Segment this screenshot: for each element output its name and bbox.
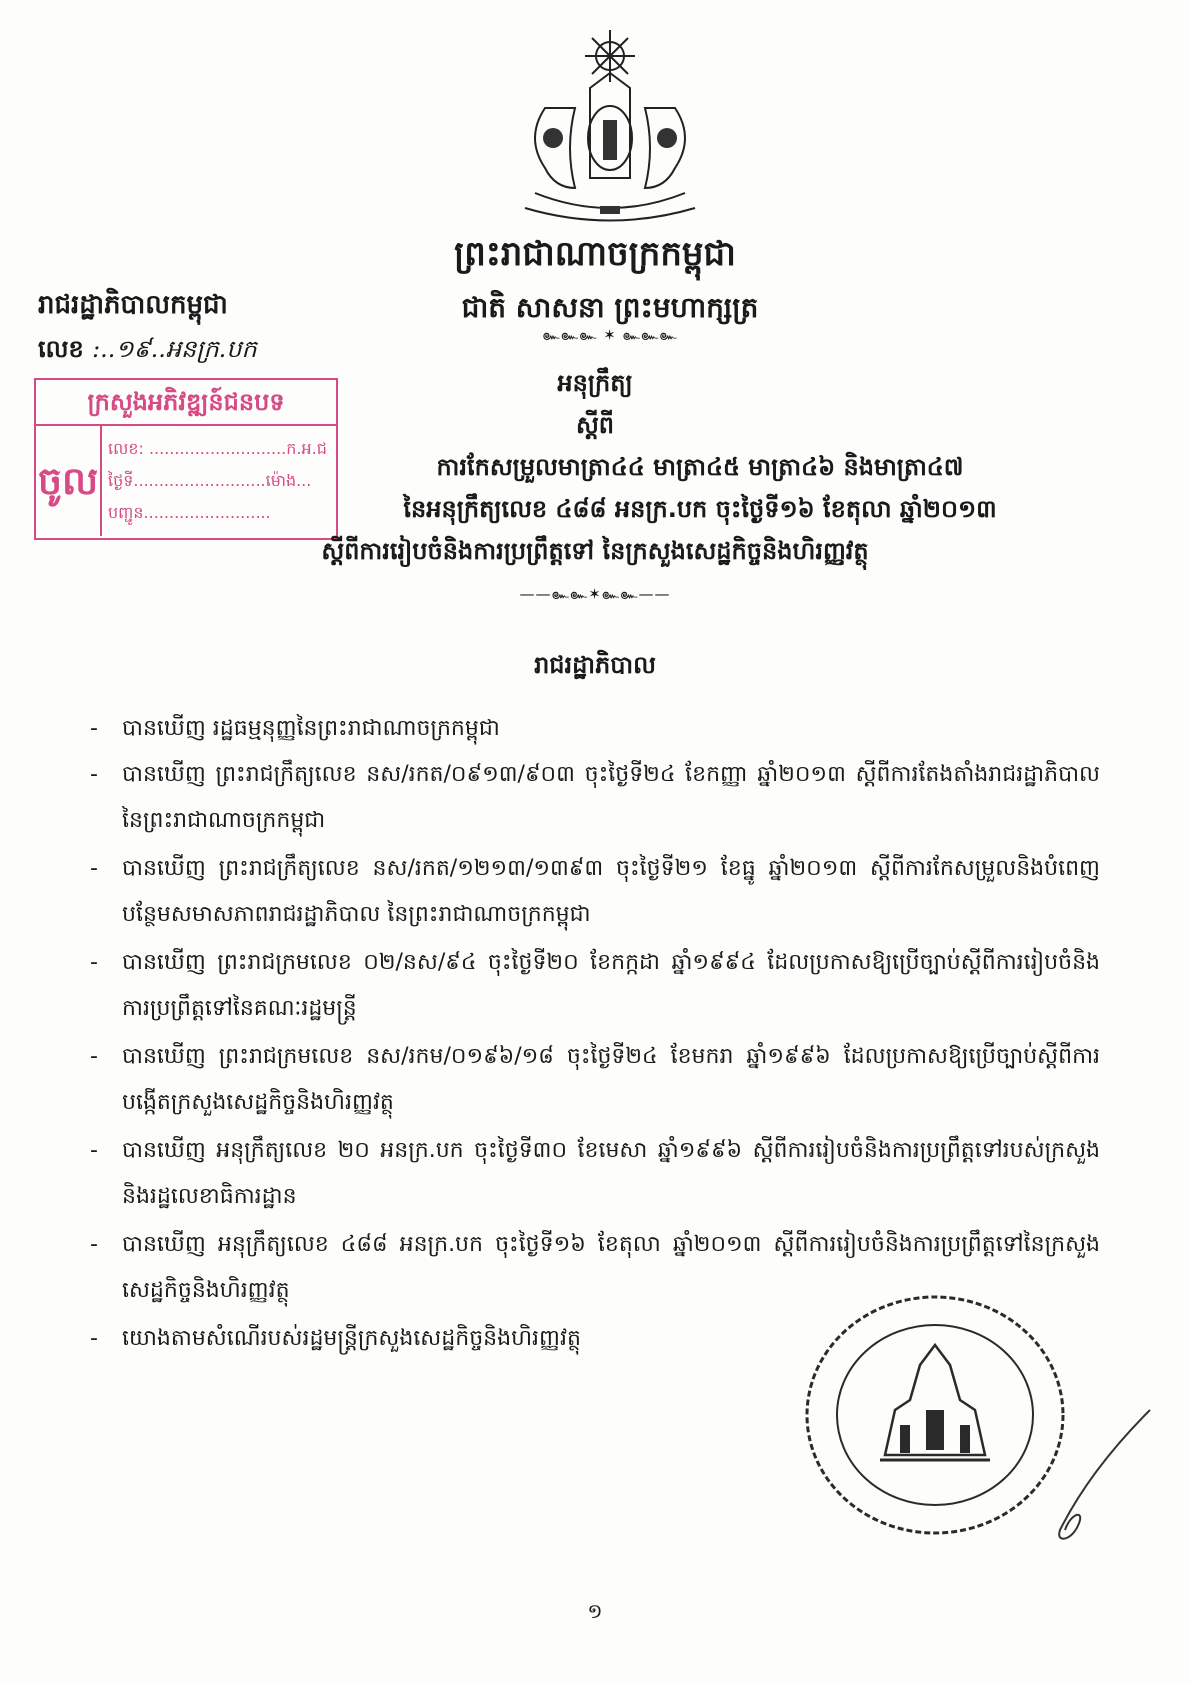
kingdom-title: ព្រះរាជាណាចក្រកម្ពុជា [454, 234, 736, 274]
list-item: - បានឃើញ រដ្ឋធម្មនុញ្ញនៃព្រះរាជាណាចក្រកម្ពុជា [90, 716, 500, 741]
stamp-line-date: ថ្ងៃទី..........................ម៉ោង... [108, 471, 312, 490]
number-value: :..១៩..អនក្រ.បក [92, 335, 257, 363]
list-item: - យោងតាមសំណើរបស់រដ្ឋមន្ត្រីក្រសួងសេដ្ឋកិច្ចនិងហិរញ្ញវត្ថុ [90, 1326, 581, 1351]
list-item: - បានឃើញ ព្រះរាជក្រឹត្យលេខ នស/រកត/១២១៣/១៣៩៣ ចុះថ្ងៃទី២១ ខែធ្នូ ឆ្នាំ២០១៣ ស្តីពីការកែសម្រួលនិងបំពេញបន្ថែមសមាសភាពរាជរដ្ឋាភិបាល នៃព្រះរាជាណាចក្រកម្ពុជា [90, 856, 1100, 927]
stamp-ministry: ក្រសួងអភិវឌ្ឍន៍ជនបទ [36, 380, 336, 426]
list-item: - បានឃើញ អនុក្រឹត្យលេខ ២០ អនក្រ.បក ចុះថ្ងៃទី៣០ ខែមេសា ឆ្នាំ១៩៩៦ ស្តីពីការរៀបចំនិងការប្រព្រឹត្តទៅរបស់ក្រសួងនិងរដ្ឋលេខាធិការដ្ឋាន [90, 1138, 1100, 1209]
list-item: - បានឃើញ ព្រះរាជក្រមលេខ ០២/នស/៩៤ ចុះថ្ងៃទី២០ ខែកក្កដា ឆ្នាំ១៩៩៤ ដែលប្រកាសឱ្យប្រើច្បាប់ស្តីពីការរៀបចំនិងការប្រព្រឹត្តទៅនៃគណៈរដ្ឋមន្ត្រី [90, 950, 1100, 1021]
royal-emblem-image [495, 28, 725, 228]
subject-line-1: ការកែសម្រួលមាត្រា៤៤ មាត្រា៤៥ មាត្រា៤៦ និងមាត្រា៤៧ [436, 453, 964, 481]
issuing-government: រាជរដ្ឋាភិបាលកម្ពុជា [38, 290, 228, 320]
document-about: ស្តីពី [575, 411, 615, 439]
number-label: លេខ [38, 335, 84, 363]
page-number: ១ [587, 1599, 603, 1623]
stamp-line-forward: បញ្ជូន......................... [108, 503, 271, 522]
subject-line-3: ស្តីពីការរៀបចំនិងការប្រព្រឹត្តទៅ នៃក្រសួងសេដ្ឋកិច្ចនិងហិរញ្ញវត្ថុ [321, 537, 869, 565]
section-divider: ——๛๛✶๛๛—— [519, 585, 671, 603]
ornament-divider: ๛๛๛ ✶ ๛๛๛ [542, 326, 678, 344]
stamp-line-number: លេខ: ...........................ក.អ.ជ [108, 439, 327, 458]
document-type: អនុក្រឹត្យ [557, 369, 633, 397]
list-item: - បានឃើញ អនុក្រឹត្យលេខ ៤៨៨ អនក្រ.បក ចុះថ្ងៃទី១៦ ខែតុលា ឆ្នាំ២០១៣ ស្តីពីការរៀបចំនិងការប្រព្រឹត្តទៅនៃក្រសួងសេដ្ឋកិច្ចនិងហិរញ្ញវត្ថុ [90, 1232, 1100, 1303]
stamp-big-text: ចូល [36, 426, 102, 536]
signature-image [1020, 1400, 1160, 1550]
national-motto: ជាតិ សាសនា ព្រះមហាក្សត្រ [461, 291, 759, 324]
subject-line-2: នៃអនុក្រឹត្យលេខ ៤៨៨ អនក្រ.បក ចុះថ្ងៃទី១៦ ខែតុលា ឆ្នាំ២០១៣ [403, 495, 997, 523]
list-item: - បានឃើញ ព្រះរាជក្រឹត្យលេខ នស/រកត/០៩១៣/៩០៣ ចុះថ្ងៃទី២៤ ខែកញ្ញា ឆ្នាំ២០១៣ ស្តីពីការតែងតាំងរាជរដ្ឋាភិបាល នៃព្រះរាជាណាចក្រកម្ពុជា [90, 762, 1100, 833]
document-number [38, 334, 257, 369]
section-heading: រាជរដ្ឋាភិបាល [534, 651, 656, 679]
list-item: - បានឃើញ ព្រះរាជក្រមលេខ នស/រកម/០១៩៦/១៨ ចុះថ្ងៃទី២៤ ខែមករា ឆ្នាំ១៩៩៦ ដែលប្រកាសឱ្យប្រើច្បាប់ស្តីពីការបង្កើតក្រសួងសេដ្ឋកិច្ចនិងហិរញ្ញវត្ថុ [90, 1044, 1100, 1115]
